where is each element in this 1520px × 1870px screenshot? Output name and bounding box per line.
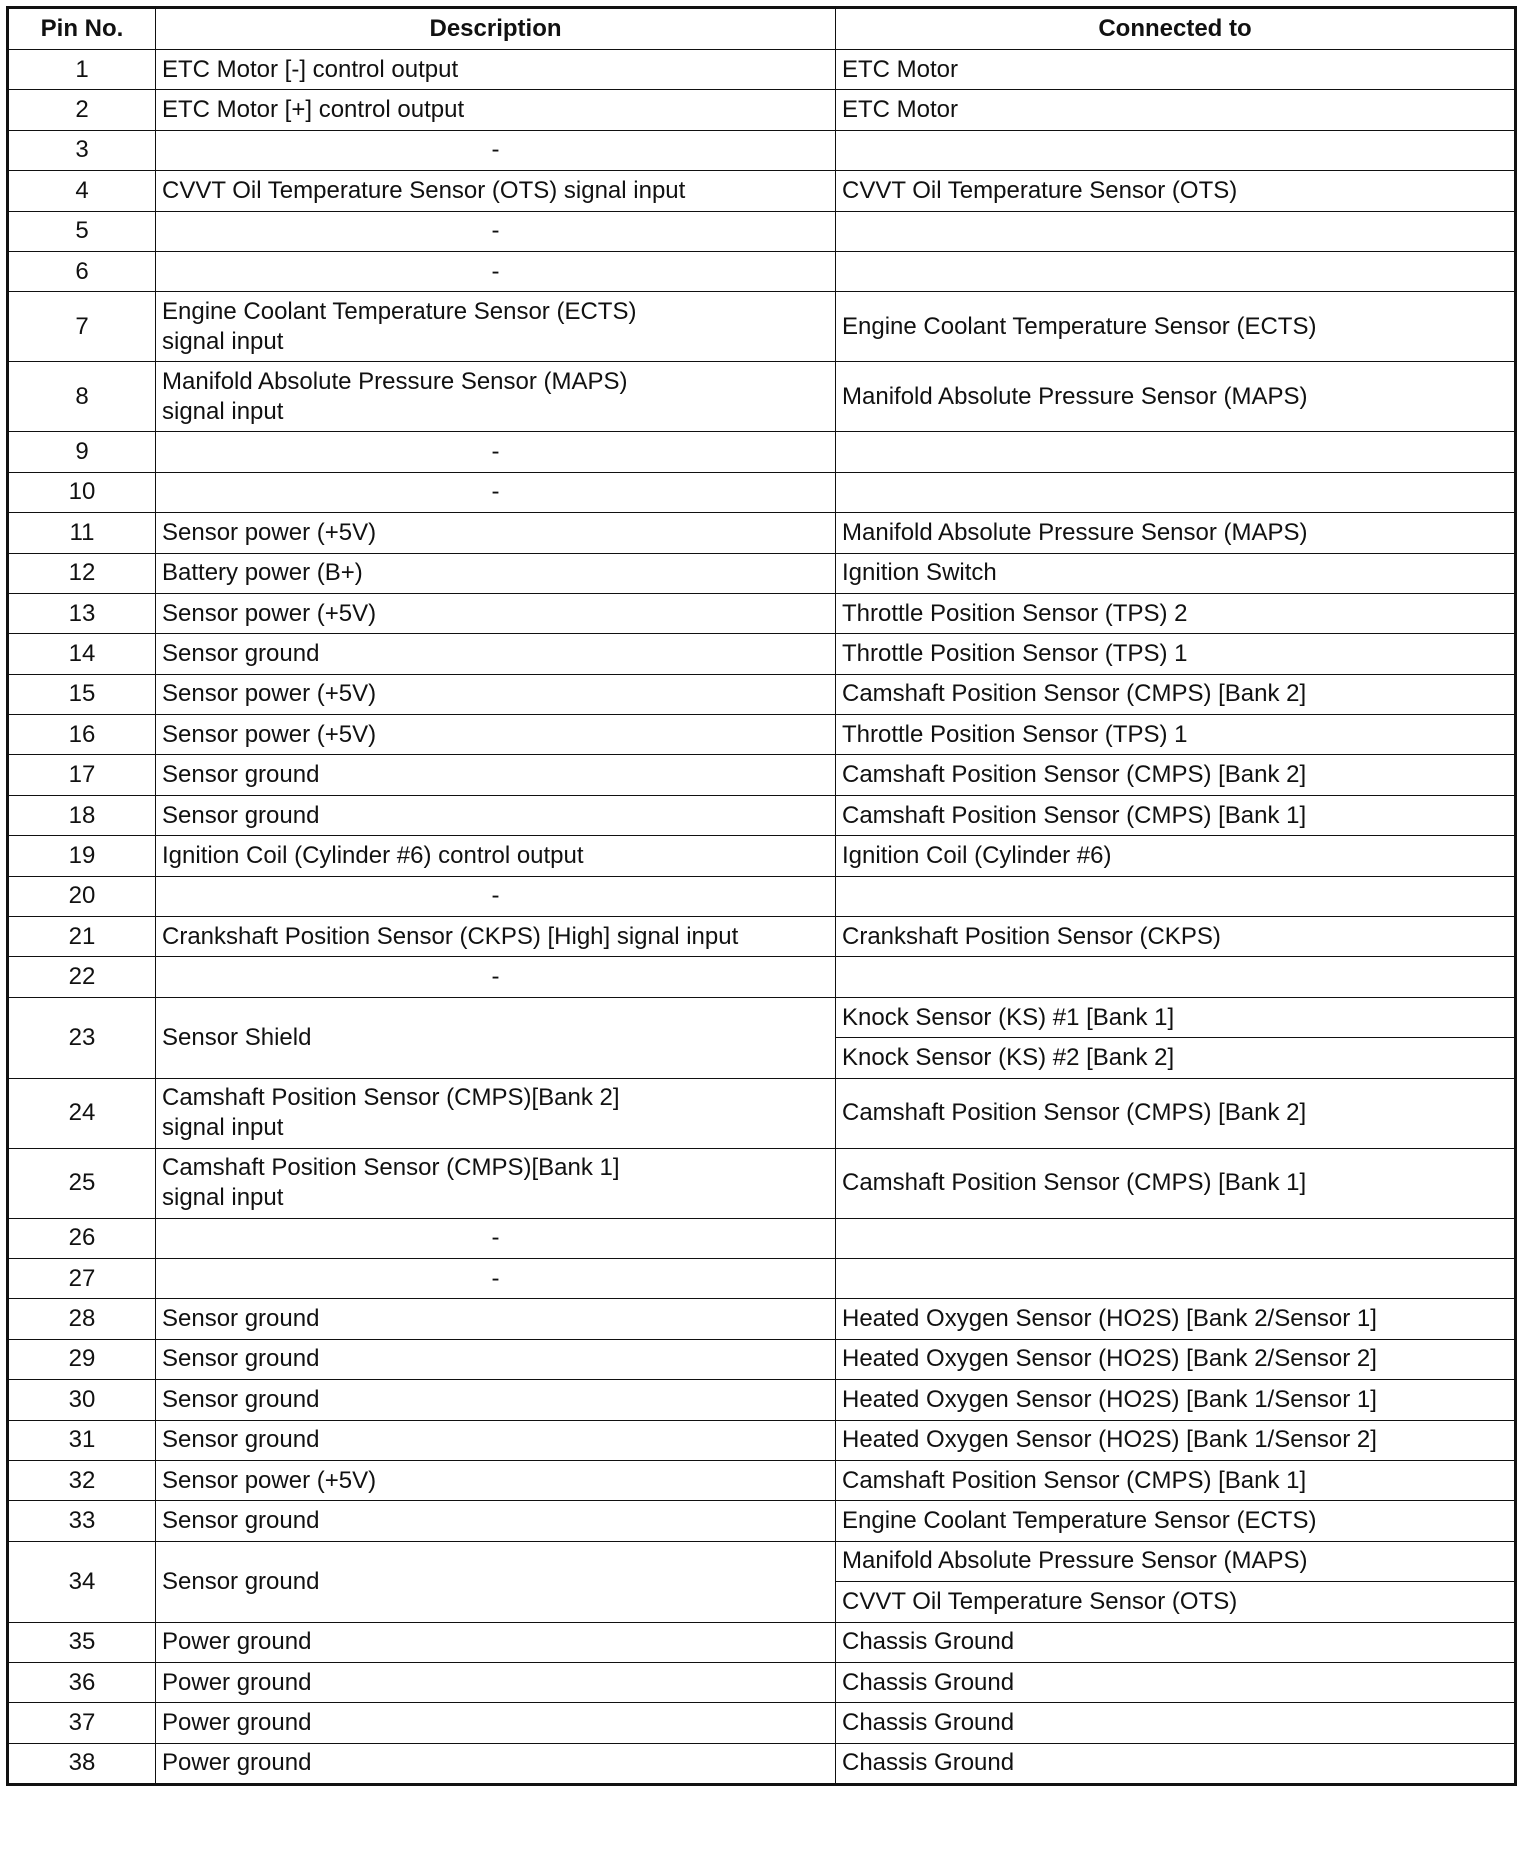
- table-row: [8, 593, 1516, 633]
- description-text: Sensor ground: [162, 639, 320, 667]
- description-text: Sensor ground: [162, 1426, 320, 1454]
- description-cell: [156, 1218, 836, 1258]
- table-row: [8, 553, 1516, 593]
- description-cell: [156, 876, 836, 916]
- description-cell: [156, 171, 836, 211]
- description-cell: [156, 1420, 836, 1460]
- table-row: [8, 755, 1516, 795]
- connected-to-cell: Manifold Absolute Pressure Sensor (MAPS): [836, 513, 1516, 553]
- connected-to-cell: [836, 876, 1516, 916]
- description-cell: [156, 1078, 836, 1148]
- table-row: [8, 1703, 1516, 1743]
- pin-number-cell: 30: [8, 1380, 156, 1420]
- description-text: Sensor ground: [162, 1305, 320, 1333]
- connected-to-cell: Knock Sensor (KS) #1 [Bank 1]: [836, 997, 1516, 1037]
- description-text: -: [491, 478, 500, 506]
- table-row: [8, 1339, 1516, 1379]
- description-text: Camshaft Position Sensor (CMPS)[Bank 1]: [162, 1154, 620, 1182]
- connected-to-cell: Chassis Ground: [836, 1662, 1516, 1702]
- pin-number-cell: 7: [8, 292, 156, 362]
- connected-to-cell: ETC Motor: [836, 90, 1516, 130]
- description-cell: [156, 432, 836, 472]
- description-cell: [156, 362, 836, 432]
- connected-to-cell: Knock Sensor (KS) #2 [Bank 2]: [836, 1038, 1516, 1078]
- connected-to-cell: Engine Coolant Temperature Sensor (ECTS): [836, 292, 1516, 362]
- description-text: signal input: [162, 327, 284, 355]
- pin-number-cell: 21: [8, 917, 156, 957]
- table-row: [8, 1460, 1516, 1500]
- description-text: signal input: [162, 1184, 284, 1212]
- table-row: [8, 674, 1516, 714]
- description-cell: [156, 50, 836, 90]
- description-cell: [156, 1148, 836, 1218]
- description-cell: [156, 472, 836, 512]
- pin-number-cell: 15: [8, 674, 156, 714]
- connected-to-cell: Heated Oxygen Sensor (HO2S) [Bank 1/Sensor 2]: [836, 1420, 1516, 1460]
- connected-to-cell: Crankshaft Position Sensor (CKPS): [836, 917, 1516, 957]
- description-cell: [156, 836, 836, 876]
- description-text: signal input: [162, 1114, 284, 1142]
- connected-to-cell: Manifold Absolute Pressure Sensor (MAPS): [836, 362, 1516, 432]
- table-row: [8, 715, 1516, 755]
- description-text: Power ground: [162, 1708, 312, 1736]
- connected-to-cell: [836, 472, 1516, 512]
- description-text: Sensor ground: [162, 801, 320, 829]
- table-row: [8, 917, 1516, 957]
- connected-to-cell: Ignition Switch: [836, 553, 1516, 593]
- table-row: [8, 1258, 1516, 1298]
- table-row: [8, 876, 1516, 916]
- connected-to-cell: Camshaft Position Sensor (CMPS) [Bank 1]: [836, 1460, 1516, 1500]
- connected-to-cell: [836, 1218, 1516, 1258]
- table-row: [8, 1622, 1516, 1662]
- table-row: [8, 634, 1516, 674]
- pin-number-cell: 35: [8, 1622, 156, 1662]
- description-cell: [156, 715, 836, 755]
- description-cell: [156, 917, 836, 957]
- connected-to-cell: Throttle Position Sensor (TPS) 2: [836, 593, 1516, 633]
- header-pin-no: Pin No.: [8, 8, 156, 50]
- connected-to-cell: Camshaft Position Sensor (CMPS) [Bank 2]: [836, 1078, 1516, 1148]
- pin-number-cell: 32: [8, 1460, 156, 1500]
- header-connected-to: Connected to: [836, 8, 1516, 50]
- description-text: ETC Motor [+] control output: [162, 96, 465, 124]
- description-cell: [156, 1339, 836, 1379]
- description-cell: [156, 1380, 836, 1420]
- description-text: -: [491, 1264, 500, 1292]
- description-text: Sensor ground: [162, 1345, 320, 1373]
- description-text: Engine Coolant Temperature Sensor (ECTS): [162, 297, 637, 325]
- pin-number-cell: 4: [8, 171, 156, 211]
- pin-number-cell: 34: [8, 1541, 156, 1622]
- description-text: Sensor power (+5V): [162, 1466, 377, 1494]
- pin-number-cell: 25: [8, 1148, 156, 1218]
- pin-number-cell: 8: [8, 362, 156, 432]
- pin-number-cell: 20: [8, 876, 156, 916]
- table-row: [8, 50, 1516, 90]
- description-text: Sensor ground: [162, 1385, 320, 1413]
- pin-number-cell: 1: [8, 50, 156, 90]
- description-cell: [156, 211, 836, 251]
- pin-number-cell: 22: [8, 957, 156, 997]
- description-text: Sensor power (+5V): [162, 599, 377, 627]
- description-text: Sensor ground: [162, 1567, 320, 1595]
- description-cell: [156, 1501, 836, 1541]
- description-cell: [156, 795, 836, 835]
- table-row: [8, 1501, 1516, 1541]
- connected-to-cell: [836, 130, 1516, 170]
- description-cell: [156, 1541, 836, 1622]
- description-cell: [156, 997, 836, 1078]
- description-text: -: [491, 438, 500, 466]
- description-text: Camshaft Position Sensor (CMPS)[Bank 2]: [162, 1084, 620, 1112]
- description-text: Power ground: [162, 1628, 312, 1656]
- description-cell: [156, 513, 836, 553]
- pin-number-cell: 6: [8, 251, 156, 291]
- connected-to-cell: Manifold Absolute Pressure Sensor (MAPS): [836, 1541, 1516, 1581]
- table-row: [8, 292, 1516, 362]
- description-text: Ignition Coil (Cylinder #6) control output: [162, 841, 584, 869]
- pin-number-cell: 28: [8, 1299, 156, 1339]
- description-cell: [156, 553, 836, 593]
- description-text: Sensor power (+5V): [162, 720, 377, 748]
- table-row: [8, 1743, 1516, 1784]
- table-row: [8, 1662, 1516, 1702]
- pin-number-cell: 12: [8, 553, 156, 593]
- description-cell: [156, 1258, 836, 1298]
- description-cell: [156, 251, 836, 291]
- pin-number-cell: 11: [8, 513, 156, 553]
- pin-number-cell: 9: [8, 432, 156, 472]
- connected-to-cell: Ignition Coil (Cylinder #6): [836, 836, 1516, 876]
- table-row: [8, 513, 1516, 553]
- pin-number-cell: 29: [8, 1339, 156, 1379]
- connected-to-cell: Chassis Ground: [836, 1703, 1516, 1743]
- table-row: [8, 90, 1516, 130]
- connected-to-cell: Camshaft Position Sensor (CMPS) [Bank 1]: [836, 1148, 1516, 1218]
- description-cell: [156, 90, 836, 130]
- table-row: [8, 130, 1516, 170]
- description-text: -: [491, 217, 500, 245]
- pin-number-cell: 2: [8, 90, 156, 130]
- pin-number-cell: 18: [8, 795, 156, 835]
- pin-table: [6, 6, 1517, 1786]
- description-cell: [156, 755, 836, 795]
- connected-to-cell: [836, 957, 1516, 997]
- description-cell: [156, 674, 836, 714]
- pin-number-cell: 31: [8, 1420, 156, 1460]
- connected-to-cell: Chassis Ground: [836, 1743, 1516, 1784]
- table-row: [8, 171, 1516, 211]
- connected-to-cell: [836, 1258, 1516, 1298]
- pin-number-cell: 27: [8, 1258, 156, 1298]
- connected-to-cell: Heated Oxygen Sensor (HO2S) [Bank 2/Sensor 1]: [836, 1299, 1516, 1339]
- table-row: [8, 432, 1516, 472]
- connected-to-cell: [836, 251, 1516, 291]
- table-row: [8, 1078, 1516, 1148]
- table-row: [8, 795, 1516, 835]
- table-row: [8, 957, 1516, 997]
- pin-number-cell: 10: [8, 472, 156, 512]
- description-cell: [156, 634, 836, 674]
- description-cell: [156, 1703, 836, 1743]
- pin-number-cell: 16: [8, 715, 156, 755]
- pin-number-cell: 33: [8, 1501, 156, 1541]
- description-text: -: [491, 963, 500, 991]
- description-cell: [156, 593, 836, 633]
- description-text: Crankshaft Position Sensor (CKPS) [High] signal input: [162, 922, 739, 950]
- connected-to-cell: Throttle Position Sensor (TPS) 1: [836, 715, 1516, 755]
- description-cell: [156, 1622, 836, 1662]
- description-cell: [156, 1460, 836, 1500]
- description-text: Sensor power (+5V): [162, 680, 377, 708]
- connected-to-cell: Chassis Ground: [836, 1622, 1516, 1662]
- description-cell: [156, 292, 836, 362]
- description-text: Power ground: [162, 1668, 312, 1696]
- table-row: [8, 211, 1516, 251]
- connected-to-cell: Camshaft Position Sensor (CMPS) [Bank 2]: [836, 674, 1516, 714]
- description-text: -: [491, 136, 500, 164]
- description-text: -: [491, 1224, 500, 1252]
- description-cell: [156, 957, 836, 997]
- description-cell: [156, 130, 836, 170]
- description-cell: [156, 1662, 836, 1702]
- pin-number-cell: 14: [8, 634, 156, 674]
- description-text: ETC Motor [-] control output: [162, 55, 459, 83]
- pin-number-cell: 19: [8, 836, 156, 876]
- connected-to-cell: CVVT Oil Temperature Sensor (OTS): [836, 171, 1516, 211]
- description-text: CVVT Oil Temperature Sensor (OTS) signal input: [162, 176, 686, 204]
- connected-to-cell: Throttle Position Sensor (TPS) 1: [836, 634, 1516, 674]
- header-row: [8, 8, 1516, 50]
- connected-to-cell: ETC Motor: [836, 50, 1516, 90]
- pin-rows: [8, 50, 1516, 1785]
- pin-number-cell: 3: [8, 130, 156, 170]
- table-row: [8, 472, 1516, 512]
- connected-to-cell: Heated Oxygen Sensor (HO2S) [Bank 2/Sensor 2]: [836, 1339, 1516, 1379]
- description-text: signal input: [162, 397, 284, 425]
- description-text: -: [491, 257, 500, 285]
- table-row: [8, 251, 1516, 291]
- connected-to-cell: Engine Coolant Temperature Sensor (ECTS): [836, 1501, 1516, 1541]
- description-text: Sensor ground: [162, 1507, 320, 1535]
- pin-number-cell: 36: [8, 1662, 156, 1702]
- table-row: [8, 1148, 1516, 1218]
- connected-to-cell: Heated Oxygen Sensor (HO2S) [Bank 1/Sensor 1]: [836, 1380, 1516, 1420]
- pin-number-cell: 24: [8, 1078, 156, 1148]
- description-text: Battery power (B+): [162, 559, 363, 587]
- description-cell: [156, 1299, 836, 1339]
- table-row: [8, 1541, 1516, 1581]
- table-row: [8, 1299, 1516, 1339]
- description-text: Sensor power (+5V): [162, 518, 377, 546]
- table-row: [8, 362, 1516, 432]
- pin-number-cell: 37: [8, 1703, 156, 1743]
- description-text: -: [491, 882, 500, 910]
- connected-to-cell: [836, 432, 1516, 472]
- connected-to-cell: [836, 211, 1516, 251]
- connected-to-cell: CVVT Oil Temperature Sensor (OTS): [836, 1582, 1516, 1622]
- pin-number-cell: 13: [8, 593, 156, 633]
- pin-number-cell: 23: [8, 997, 156, 1078]
- table-row: [8, 1218, 1516, 1258]
- description-text: Sensor Shield: [162, 1023, 312, 1051]
- pin-number-cell: 5: [8, 211, 156, 251]
- table-row: [8, 1420, 1516, 1460]
- pin-number-cell: 26: [8, 1218, 156, 1258]
- description-text: Manifold Absolute Pressure Sensor (MAPS): [162, 367, 628, 395]
- table-row: [8, 997, 1516, 1037]
- pin-number-cell: 17: [8, 755, 156, 795]
- description-text: Sensor ground: [162, 761, 320, 789]
- table-row: [8, 1380, 1516, 1420]
- connected-to-cell: Camshaft Position Sensor (CMPS) [Bank 1]: [836, 795, 1516, 835]
- header-description: Description: [156, 8, 836, 50]
- description-cell: [156, 1743, 836, 1784]
- table-row: [8, 836, 1516, 876]
- connected-to-cell: Camshaft Position Sensor (CMPS) [Bank 2]: [836, 755, 1516, 795]
- description-text: Power ground: [162, 1749, 312, 1777]
- pin-number-cell: 38: [8, 1743, 156, 1784]
